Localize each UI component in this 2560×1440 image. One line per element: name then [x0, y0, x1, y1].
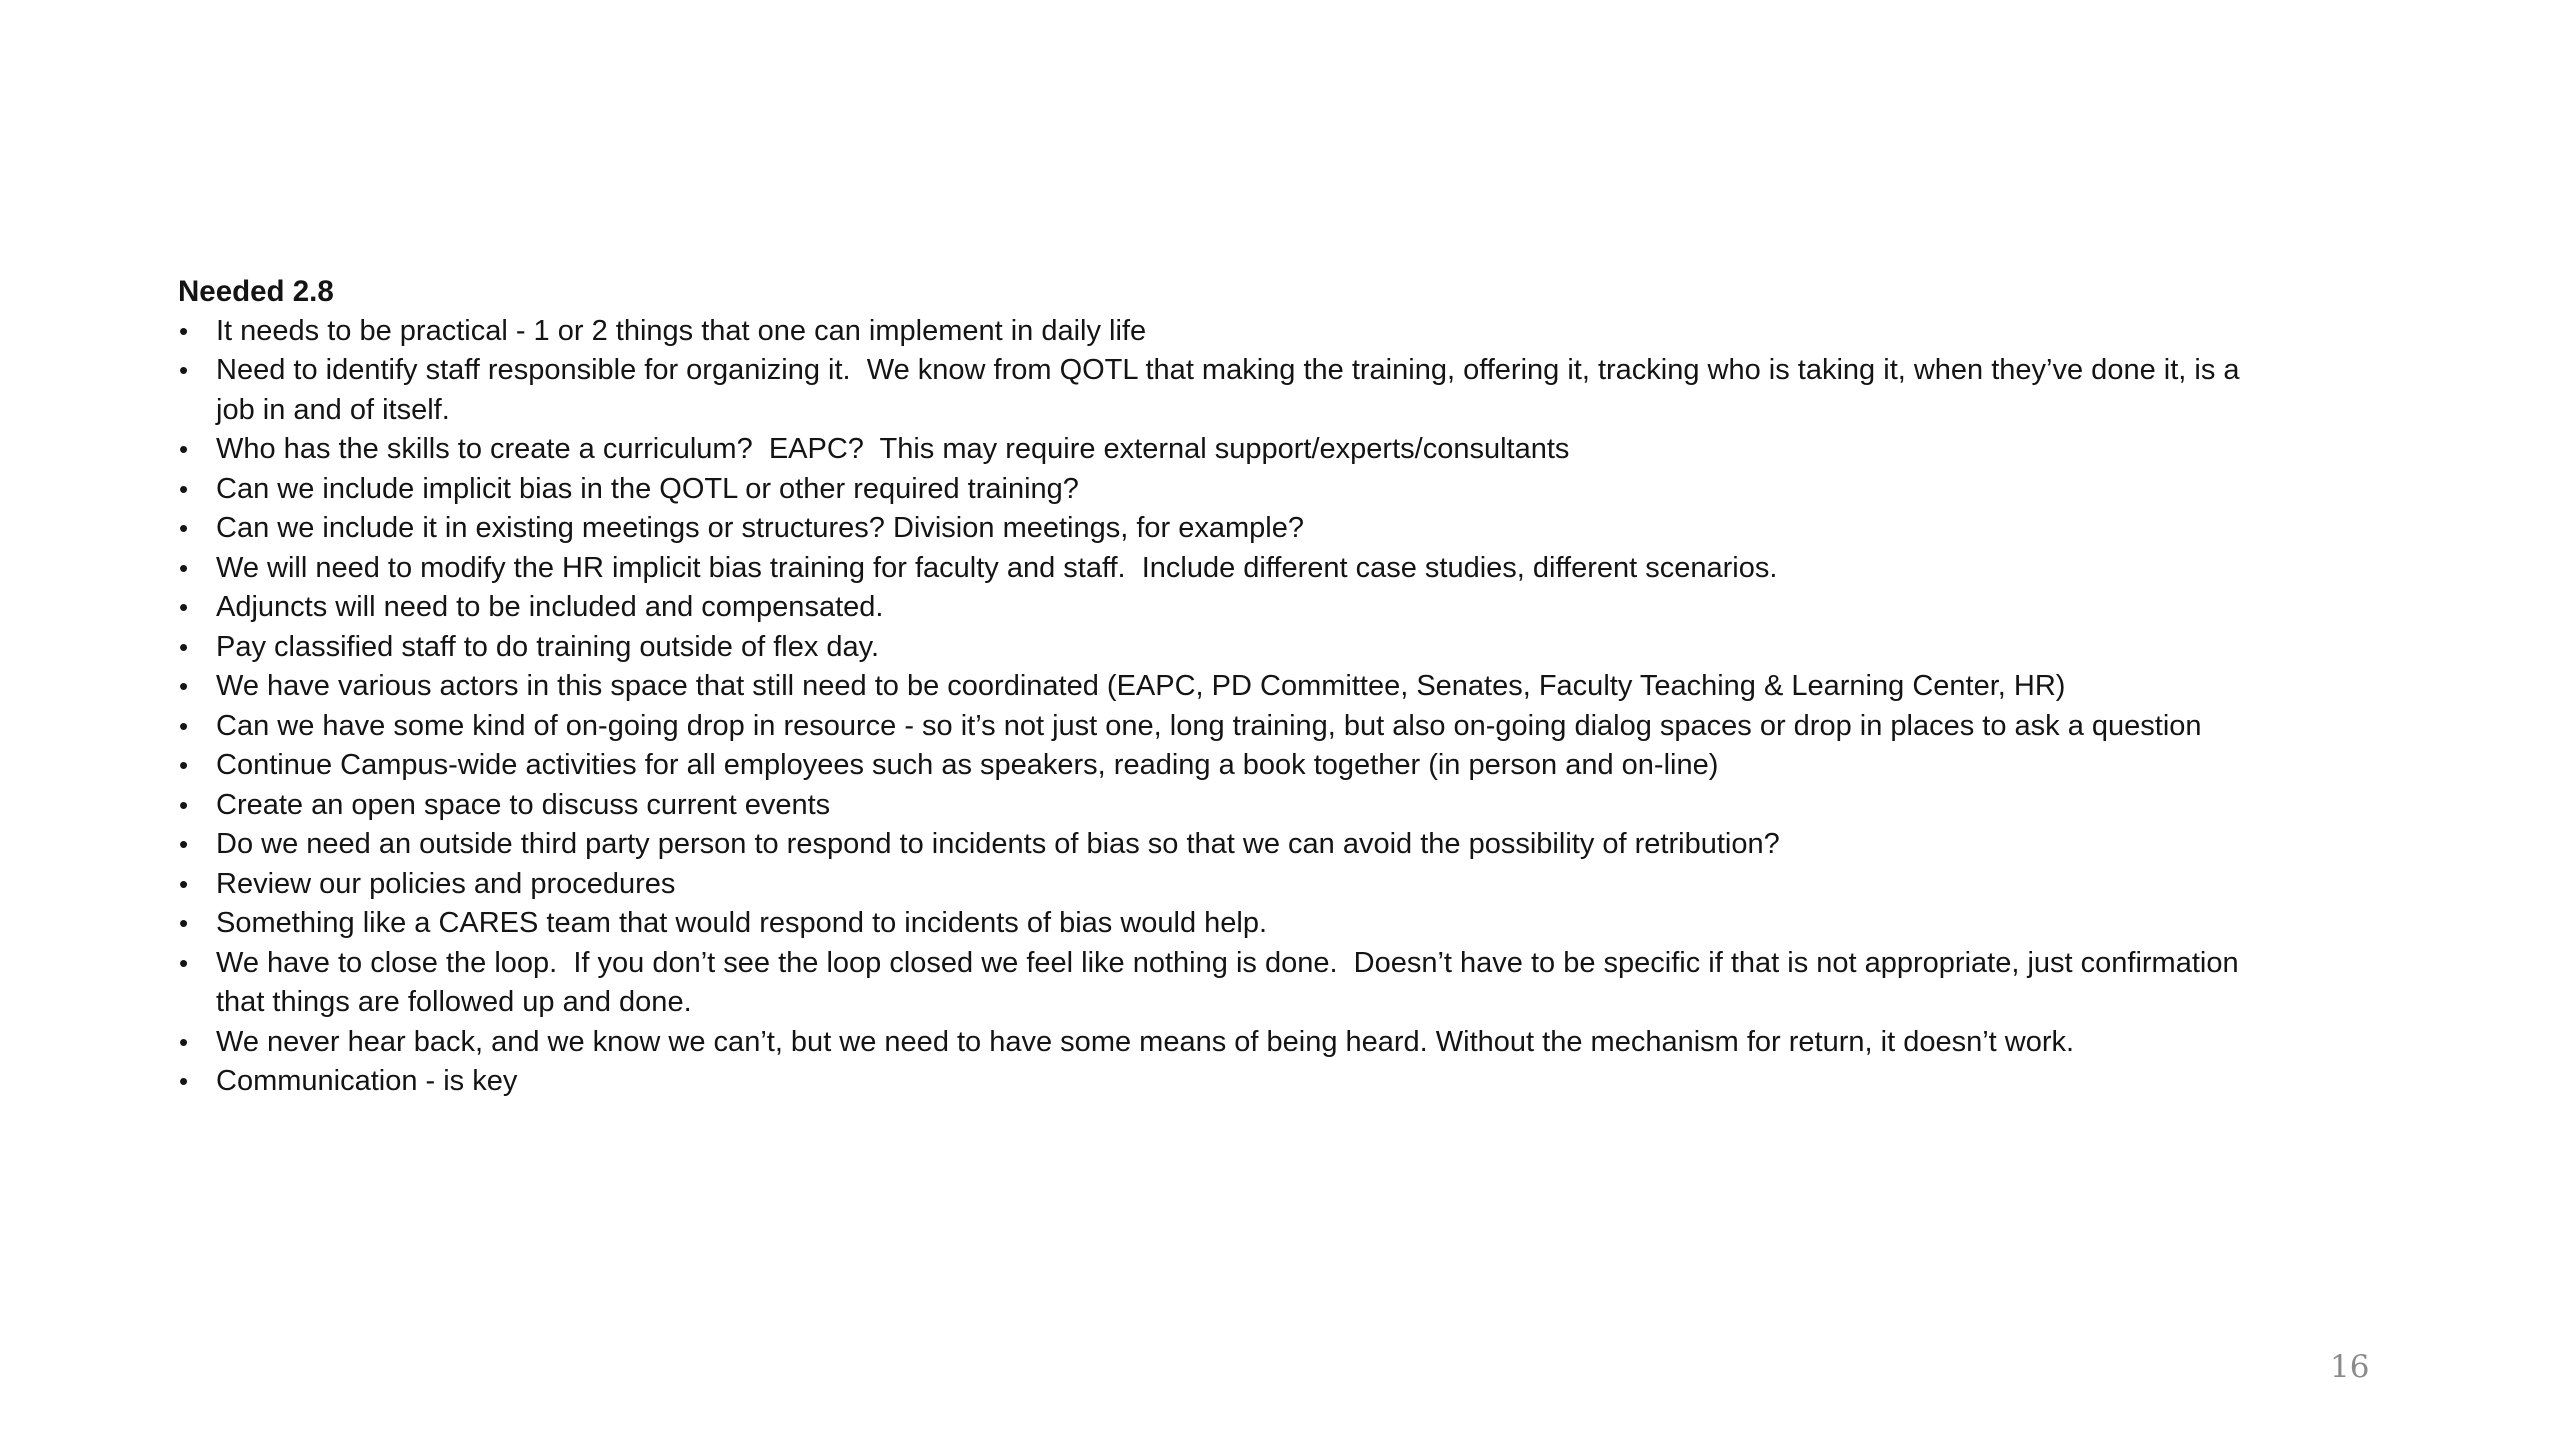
- bullet-text: Continue Campus-wide activities for all employees such as speakers, reading a book together (in person and on-line): [216, 749, 1719, 781]
- bullet-marker-icon: •: [179, 1026, 189, 1057]
- bullet-text: Can we include implicit bias in the QOTL or other required training?: [216, 472, 1079, 505]
- bullet-marker-icon: •: [179, 1066, 189, 1096]
- list-item: [178, 865, 2256, 905]
- bullet-marker-icon: •: [179, 552, 189, 583]
- list-item: [178, 588, 2256, 628]
- bullet-text: Who has the skills to create a curriculum? EAPC? This may require external support/experts/consultants: [216, 433, 1570, 465]
- list-item: [178, 825, 2256, 865]
- list-item: [178, 628, 2256, 668]
- bullet-marker-icon: •: [179, 434, 189, 464]
- bullet-text: Can we include it in existing meetings or structures? Division meetings, for example?: [216, 512, 1304, 544]
- bullet-marker-icon: •: [179, 829, 189, 859]
- list-item: [178, 430, 2256, 470]
- bullet-text: We never hear back, and we know we can’t, but we need to have some means of being heard. Without the mechanism for return, it doesn’t work.: [216, 1025, 2075, 1058]
- list-item: [178, 746, 2256, 786]
- list-item: [178, 1062, 2256, 1102]
- bullet-text: Can we have some kind of on-going drop in resource - so it’s not just one, long training, but also on-going dialog spaces or drop in places to ask a question: [216, 709, 2202, 742]
- bullet-marker-icon: •: [179, 947, 189, 978]
- list-item: [178, 786, 2256, 826]
- bullet-marker-icon: •: [179, 710, 189, 741]
- list-item: [178, 1023, 2256, 1063]
- bullet-marker-icon: •: [179, 908, 189, 938]
- page-number: 16: [2330, 1349, 2370, 1385]
- list-item: [178, 509, 2256, 549]
- bullet-list: [178, 312, 2256, 1102]
- bullet-text: Need to identify staff responsible for organizing it. We know from QOTL that making the training, offering it, tracking who is taking it, when they’ve done it, is a job in and of itself.: [216, 354, 2248, 426]
- bullet-text: Adjuncts will need to be included and compensated.: [216, 591, 884, 623]
- bullet-text: Do we need an outside third party person to respond to incidents of bias so that we can avoid the possibility of retribution?: [216, 828, 1780, 860]
- list-item: [178, 904, 2256, 944]
- bullet-text: We have various actors in this space that still need to be coordinated (EAPC, PD Committee, Senates, Faculty Teaching & Learning Center, HR): [216, 670, 2066, 702]
- slide-content: [178, 272, 2256, 1102]
- bullet-marker-icon: •: [179, 473, 189, 504]
- list-item: [178, 944, 2256, 1023]
- bullet-text: Create an open space to discuss current events: [216, 788, 831, 821]
- bullet-text: It needs to be practical - 1 or 2 things that one can implement in daily life: [216, 314, 1147, 347]
- bullet-text: Review our policies and procedures: [216, 867, 676, 900]
- bullet-marker-icon: •: [179, 315, 189, 346]
- list-item: [178, 351, 2256, 430]
- bullet-text: Pay classified staff to do training outside of flex day.: [216, 630, 880, 663]
- list-item: [178, 667, 2256, 707]
- bullet-marker-icon: •: [179, 868, 189, 899]
- bullet-marker-icon: •: [179, 355, 189, 385]
- bullet-text: We have to close the loop. If you don’t see the loop closed we feel like nothing is done. Doesn’t have to be specific if that is not appropriate, just confirmation that things are followed up and done.: [216, 946, 2247, 1018]
- bullet-marker-icon: •: [179, 789, 189, 820]
- list-item: [178, 312, 2256, 352]
- list-item: [178, 549, 2256, 589]
- bullet-marker-icon: •: [179, 750, 189, 780]
- list-item: [178, 707, 2256, 747]
- bullet-marker-icon: •: [179, 513, 189, 543]
- bullet-marker-icon: •: [179, 592, 189, 622]
- bullet-marker-icon: •: [179, 631, 189, 662]
- bullet-text: Communication - is key: [216, 1065, 518, 1097]
- bullet-text: We will need to modify the HR implicit bias training for faculty and staff. Include different case studies, different scenarios.: [216, 551, 1778, 584]
- slide-title: Needed 2.8: [178, 275, 334, 308]
- bullet-marker-icon: •: [179, 671, 189, 701]
- bullet-text: Something like a CARES team that would respond to incidents of bias would help.: [216, 907, 1268, 939]
- list-item: [178, 470, 2256, 510]
